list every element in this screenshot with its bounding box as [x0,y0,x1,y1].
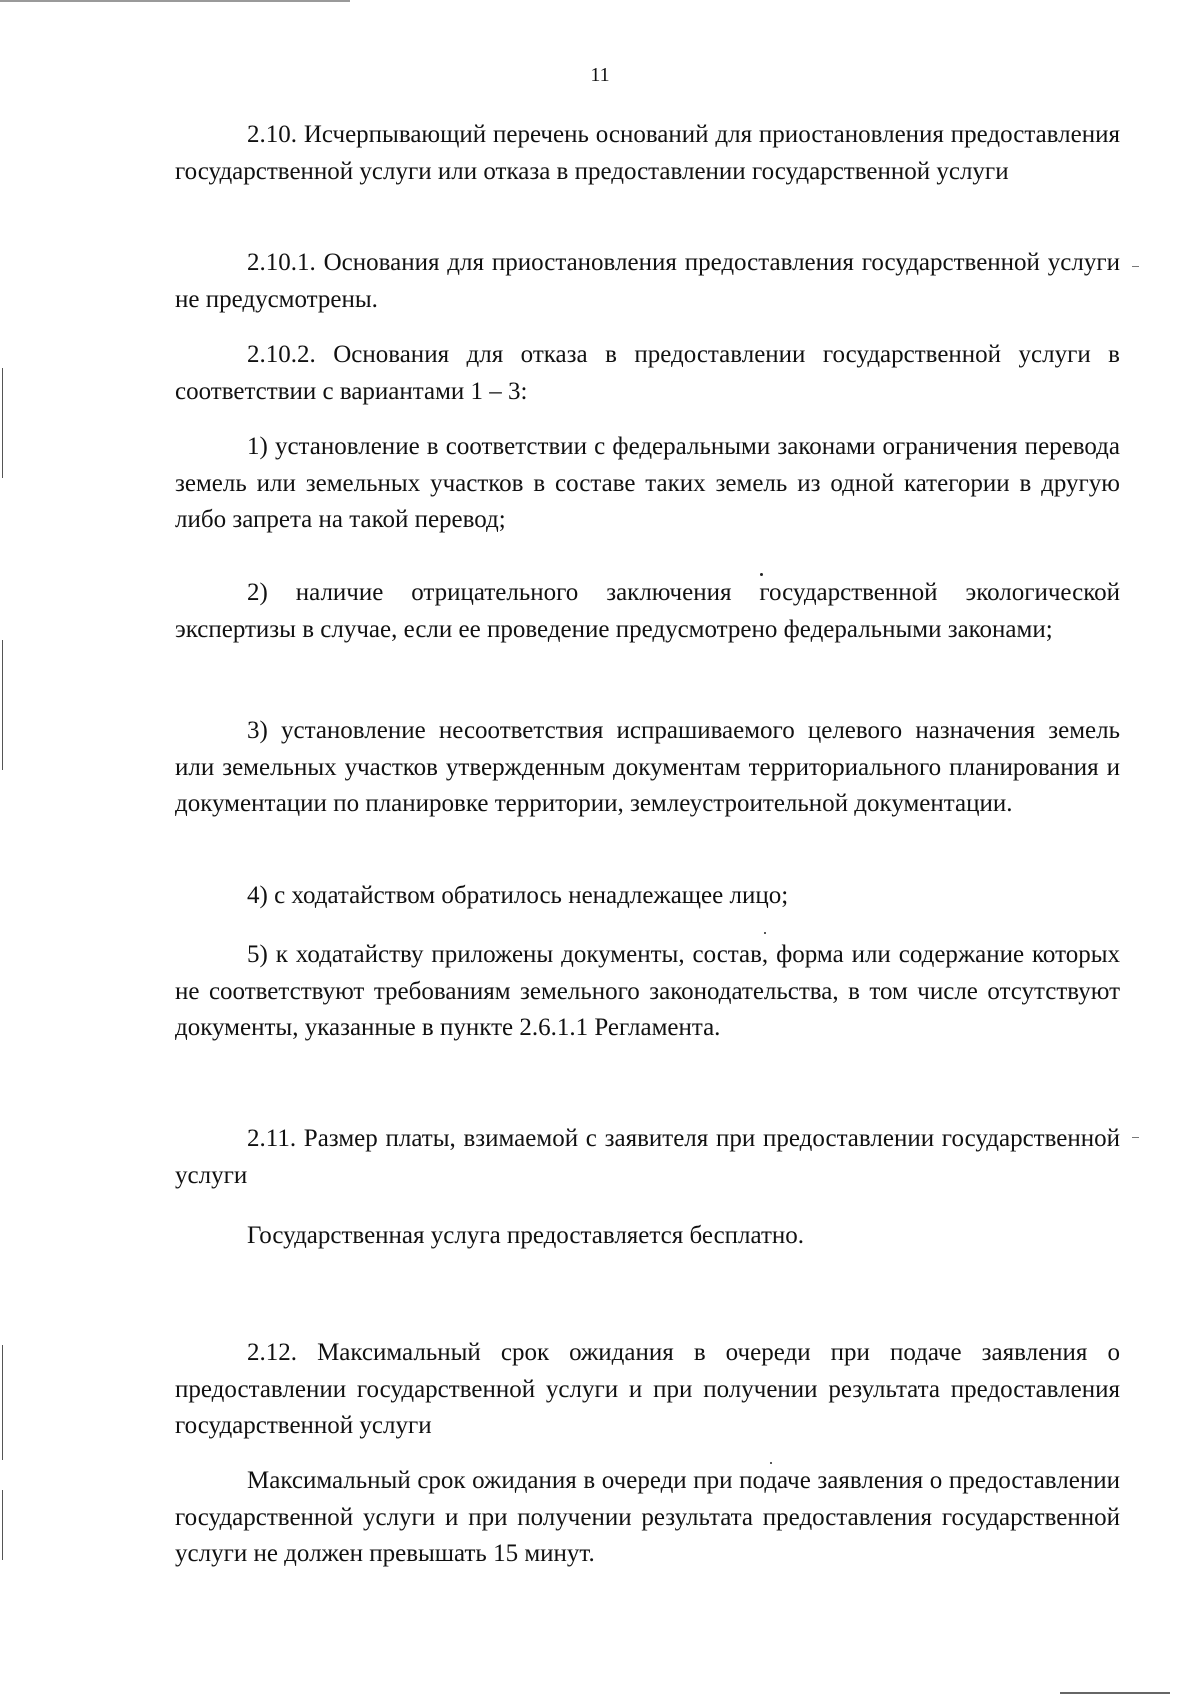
page-number: 11 [590,64,610,86]
scan-speck [764,932,766,934]
paragraph: 3) установление несоответствия испрашиваемого целевого назначения земель или земельных участков утвержденным документам территориального планирования и документации по планировке территории, землеустроительной документации. [175,717,1120,817]
scan-bottom-rule [1060,1692,1170,1694]
paragraph: Максимальный срок ожидания в очереди при подаче заявления о предоставлении государственной услуги и при получении результата предоставления государственной услуги не должен превышать 15 минут. [175,1467,1120,1567]
section-2-12-body [175,1463,1120,1573]
scan-speck [760,573,763,576]
scan-speck [1132,1137,1139,1138]
section-2-11-heading [175,1121,1120,1194]
paragraph: 1) установление в соответствии с федеральными законами ограничения перевода земель или земельных участков в составе таких земель из одной категории в другую либо запрета на такой перевод; [175,433,1120,533]
list-item-4 [175,878,1120,915]
scan-top-rule [0,0,350,2]
paragraph: 2.11. Размер платы, взимаемой с заявителя при предоставлении государственной услуги [175,1125,1120,1189]
scan-margin-line [2,368,3,478]
list-item-1 [175,429,1120,539]
paragraph: 2.10.2. Основания для отказа в предоставлении государственной услуги в соответствии с вариантами 1 – 3: [175,341,1120,405]
list-item-2 [175,575,1120,648]
section-2-10-2 [175,337,1120,410]
section-2-10-heading [175,117,1120,190]
paragraph: 2.12. Максимальный срок ожидания в очереди при подаче заявления о предоставлении государственной услуги и при получении результата предоставления государственной услуги [175,1339,1120,1439]
section-2-10-1 [175,245,1120,318]
scan-speck [770,1462,772,1464]
scan-speck [1132,266,1139,267]
list-item-5 [175,937,1120,1047]
section-2-12-heading [175,1335,1120,1445]
paragraph: 4) с ходатайством обратилось ненадлежащее лицо; [247,882,789,909]
scan-margin-line [2,1345,3,1460]
scan-margin-line [2,640,3,770]
paragraph: 2.10. Исчерпывающий перечень оснований для приостановления предоставления государственной услуги или отказа в предоставлении государственной услуги [175,121,1120,185]
scan-margin-line [2,1490,3,1560]
paragraph: 2.10.1. Основания для приостановления предоставления государственной услуги не предусмотрены. [175,249,1120,313]
list-item-3 [175,713,1120,823]
section-2-11-body [175,1218,1120,1255]
paragraph: 5) к ходатайству приложены документы, состав, форма или содержание которых не соответствуют требованиям земельного законодательства, в том числе отсутствуют документы, указанные в пункте 2.6.1.1 Регламента. [175,941,1120,1041]
paragraph: 2) наличие отрицательного заключения государственной экологической экспертизы в случае, если ее проведение предусмотрено федеральными законами; [175,579,1120,643]
paragraph: Государственная услуга предоставляется бесплатно. [247,1222,805,1249]
